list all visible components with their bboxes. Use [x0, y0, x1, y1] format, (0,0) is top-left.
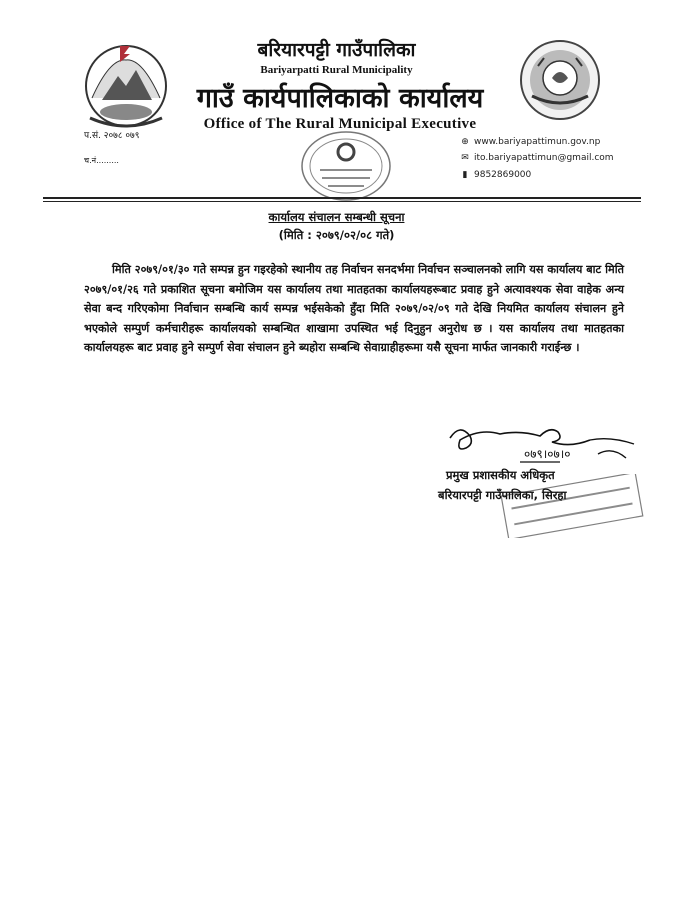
phone-contact[interactable]: [460, 170, 531, 180]
header-divider-thin: [43, 201, 641, 202]
dispatch-number: च.नं.........: [84, 156, 119, 165]
website-text: www.bariyapattimun.gov.np: [474, 137, 601, 147]
municipality-name-english: Bariyarpatti Rural Municipality: [260, 64, 413, 76]
notice-subject: कार्यालय संचालन सम्बन्धी सूचना: [268, 210, 405, 224]
signatory-office: बरियारपट्टी गाउँपालिका, सिरहा: [438, 488, 567, 502]
office-name-nepali: गाउँ कार्यपालिकाको कार्यालय: [196, 83, 484, 114]
notice-body: [84, 260, 624, 358]
website-contact[interactable]: [460, 137, 600, 147]
officer-stamp: [496, 474, 648, 538]
handwritten-date: ०७९।०७।०: [524, 447, 571, 461]
office-name-english: Office of The Rural Municipal Executive: [203, 116, 477, 132]
phone-text: 9852869000: [474, 170, 532, 180]
phone-icon: ▮: [462, 170, 468, 180]
notice-body-text: मिति २०७९/०१/३० गते सम्पन्न हुन गइरहेको स्थानीय तह निर्वाचन सनदर्भमा निर्वाचन सञ्चालनको लागि यस कार्यालय बाट मिति २०७९/०१/२६ गते प्रकाशित सूचना बमोजिम यस कार्यालय तथा मातहतका कार्यालयहरूबाट प्रवाह हुने अत्यावश्यक सेवा वाहेक अन्य सेवा बन्द गरिएकोमा निर्वाचान सम्बन्धि कार्य सम्पन्न भईसकेको हुँदा मिति २०७९/०२/०९ गते देखि नियमित कार्यालय संचालन हुने भएकोले सम्पुर्ण कर्मचारीहरू कार्यालयको सम्बन्धित शाखामा उपस्थित भई दिनुहुन अनुरोध छ । यस कार्यालय तथा मातहतका कार्यालयहरू बाट प्रवाह हुने सम्पुर्ण सेवा संचालन हुने ब्यहोरा सम्बन्धि सेवाग्राहीहरूमा यसै सूचना मार्फत जानकारी गराईन्छ ।: [84, 263, 624, 355]
header-divider: [43, 197, 641, 199]
email-text: ito.bariyapattimun@gmail.com: [474, 153, 614, 163]
globe-icon: ⊕: [461, 137, 469, 147]
notice-date: (मिति : २०७९/०२/०८ गते): [278, 228, 395, 242]
email-contact[interactable]: [460, 153, 614, 163]
office-stamp: [300, 130, 392, 202]
municipality-name-nepali: बरियारपट्टी गाउँपालिका: [257, 39, 416, 61]
reference-number: प.सं. २०७८ ०७९: [84, 131, 140, 141]
mail-icon: ✉: [461, 153, 469, 163]
signatory-designation: प्रमुख प्रशासकीय अधिकृत: [446, 468, 555, 482]
